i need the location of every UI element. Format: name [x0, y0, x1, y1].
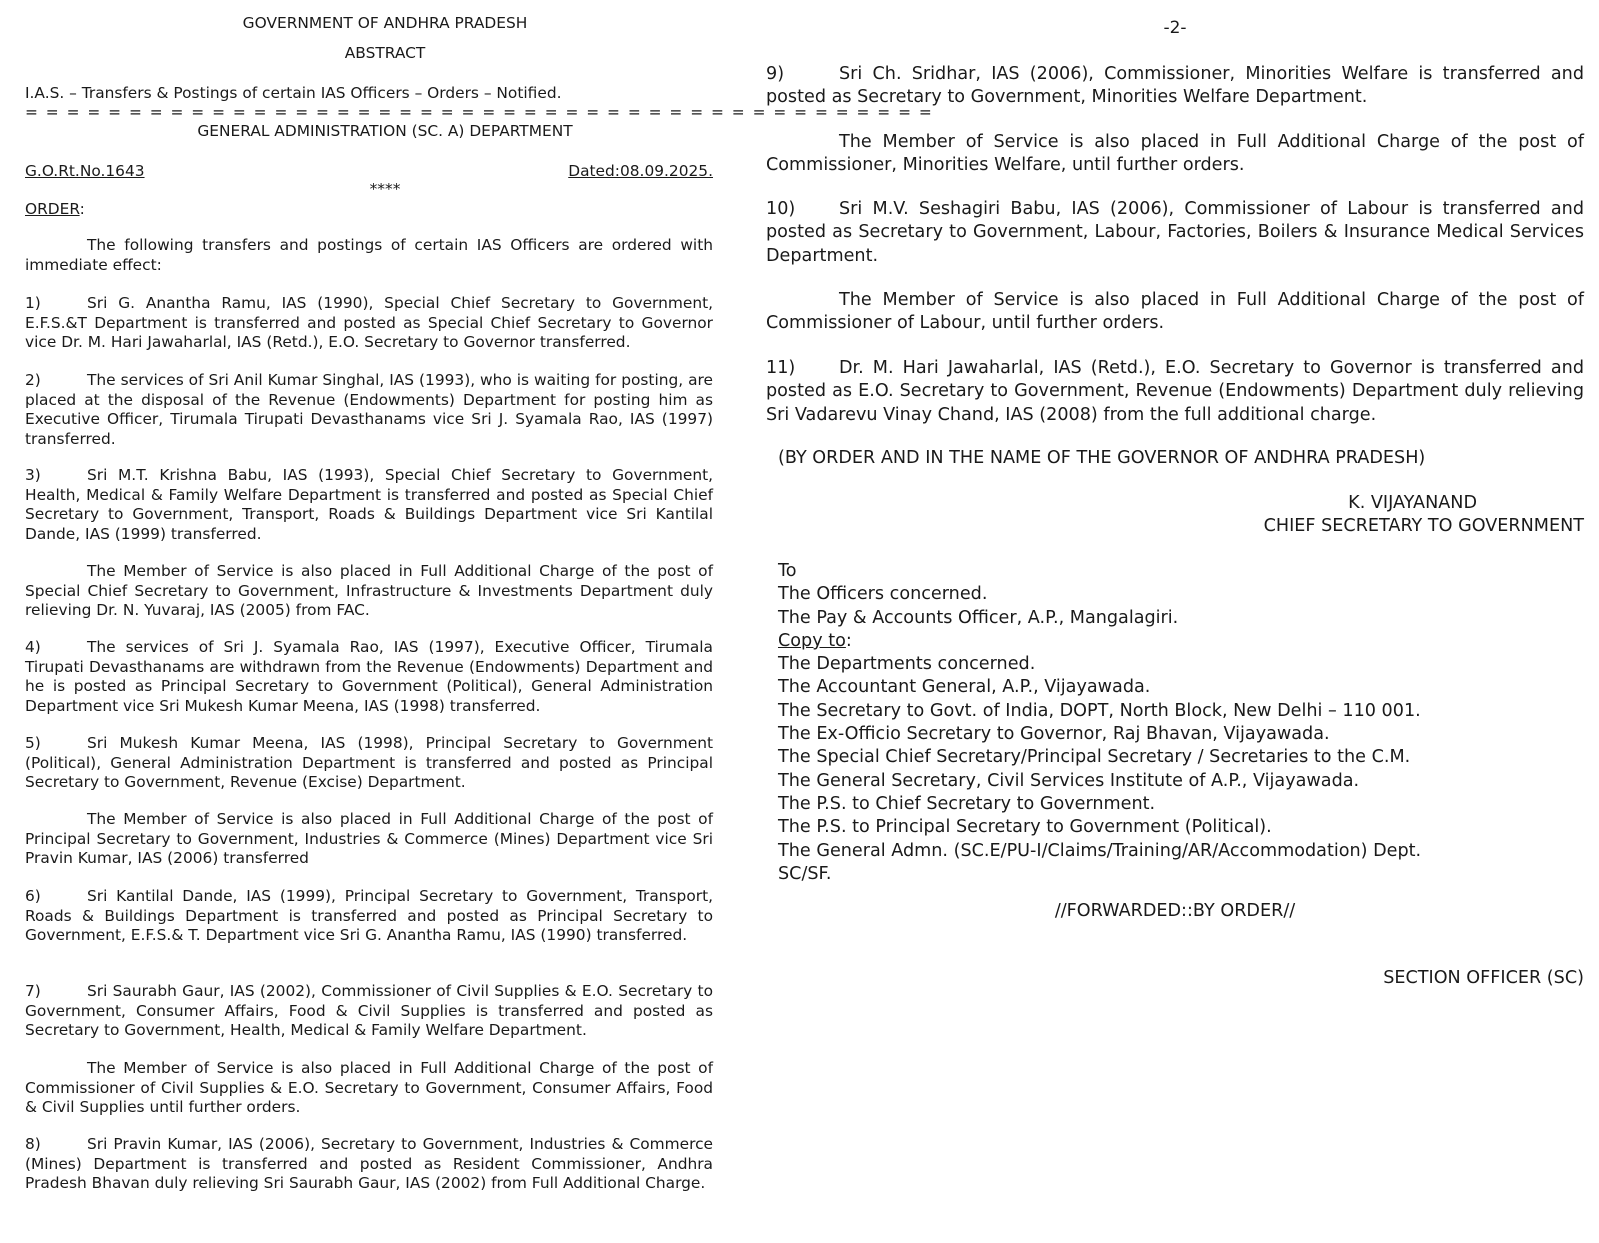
item-number: 6) — [25, 887, 41, 905]
item-text: Sri Mukesh Kumar Meena, IAS (1998), Principal Secretary to Government (Political), General Administration Department is transferred and posted as Principal Secretary to Government, Revenue (Excise) Department. — [25, 734, 713, 792]
order-item-7-fac: The Member of Service is also placed in Full Additional Charge of the post of Commissioner of Civil Supplies & E.O. Secretary to Government, Consumer Affairs, Food & Civil Supplies until further orders. — [25, 1059, 713, 1117]
copy-item: The Special Chief Secretary/Principal Secretary / Secretaries to the C.M. — [778, 747, 1411, 768]
order-item-6 — [25, 887, 713, 946]
order-item-9-fac: The Member of Service is also placed in Full Additional Charge of the post of Commissioner, Minorities Welfare, until further orders. — [766, 132, 1584, 176]
item-number: 9) — [766, 64, 785, 84]
to-item: The Officers concerned. — [778, 584, 988, 605]
section-officer: SECTION OFFICER (SC) — [1383, 968, 1584, 988]
order-item-5 — [25, 734, 713, 793]
copy-item: The Departments concerned. — [778, 654, 1036, 675]
copy-item: The Ex-Officio Secretary to Governor, Raj Bhavan, Vijayawada. — [778, 724, 1330, 745]
order-label — [25, 200, 85, 220]
copy-item: The P.S. to Chief Secretary to Government. — [778, 793, 1156, 814]
forwarded-line: //FORWARDED::BY ORDER// — [1054, 901, 1296, 921]
item-text: Sri M.T. Krishna Babu, IAS (1993), Special Chief Secretary to Government, Health, Medical & Family Welfare Department is transferred and posted as Special Chief Secretary to Government, Transport, Roads & Buildings Department vice Sri Kantilal Dande, IAS (1999) transferred. — [25, 466, 713, 543]
item-text: Sri G. Anantha Ramu, IAS (1990), Special Chief Secretary to Government, E.F.S.&T Department is transferred and posted as Special Chief Secretary to Governor vice Dr. M. Hari Jawaharlal, IAS (Retd.), E.O. Secretary to Governor transferred. — [25, 294, 713, 352]
to-item: The Pay & Accounts Officer, A.P., Mangalagiri. — [778, 607, 1179, 628]
item-text: The services of Sri J. Syamala Rao, IAS (1997), Executive Officer, Tirumala Tirupati Devasthanams are withdrawn from the Revenue (Endowments) Department and he is posted as Principal Secretary to Government (Political), General Administration Department vice Sri Mukesh Kumar Meena, IAS (1998) transferred. — [25, 638, 713, 715]
signatory-name-text: K. VIJAYANAND — [1348, 493, 1477, 513]
order-item-10-fac: The Member of Service is also placed in Full Additional Charge of the post of Commissioner of Labour, until further orders. — [766, 290, 1584, 334]
order-item-1 — [25, 294, 713, 353]
item-number: 10) — [766, 199, 796, 219]
copy-to-label-text: Copy to — [778, 630, 846, 651]
copy-item: SC/SF. — [778, 863, 832, 884]
go-number: G.O.Rt.No.1643 — [25, 162, 145, 180]
copy-item: The General Secretary, Civil Services Institute of A.P., Vijayawada. — [778, 770, 1360, 791]
copy-item: The Secretary to Govt. of India, DOPT, North Block, New Delhi – 110 001. — [778, 700, 1421, 721]
government-header: GOVERNMENT OF ANDHRA PRADESH — [242, 14, 528, 32]
copy-item: The General Admn. (SC.E/PU-I/Claims/Training/AR/Accommodation) Dept. — [778, 840, 1422, 861]
order-item-4 — [25, 638, 713, 716]
abstract-header: ABSTRACT — [344, 44, 426, 62]
item-number: 3) — [25, 466, 41, 484]
signatory-title: CHIEF SECRETARY TO GOVERNMENT — [1263, 516, 1584, 536]
order-item-7 — [25, 982, 713, 1041]
distribution-list — [778, 560, 1421, 886]
order-label-colon: : — [79, 200, 85, 218]
department-header: GENERAL ADMINISTRATION (SC. A) DEPARTMENT — [197, 122, 573, 140]
to-label: To — [778, 561, 797, 581]
order-item-5-fac: The Member of Service is also placed in Full Additional Charge of the post of Principal Secretary to Government, Industries & Commerce (Mines) Department vice Sri Pravin Kumar, IAS (2006) transferred — [25, 810, 713, 868]
item-text: Sri Saurabh Gaur, IAS (2002), Commissioner of Civil Supplies & E.O. Secretary to Government, Consumer Affairs, Food & Civil Supplies is transferred and posted as Secretary to Government, Health, Medical & Family Welfare Department. — [25, 982, 713, 1040]
intro-paragraph: The following transfers and postings of certain IAS Officers are ordered with immediate effect: — [25, 236, 713, 274]
item-number: 4) — [25, 638, 41, 656]
item-number: 11) — [766, 358, 796, 378]
item-text: Sri Ch. Sridhar, IAS (2006), Commissioner, Minorities Welfare is transferred and posted as Secretary to Government, Minorities Welfare Department. — [766, 64, 1584, 108]
order-label-text: ORDER — [25, 200, 80, 218]
item-text: Sri Pravin Kumar, IAS (2006), Secretary to Government, Industries & Commerce (Mines) Department is transferred and posted as Resident Commissioner, Andhra Pradesh Bhavan duly relieving Sri Saurabh Gaur, IAS (2002) from Full Additional Charge. — [25, 1135, 713, 1193]
item-number: 7) — [25, 982, 41, 1000]
by-order-line: (BY ORDER AND IN THE NAME OF THE GOVERNOR OF ANDHRA PRADESH) — [778, 448, 1426, 468]
item-number: 5) — [25, 734, 41, 752]
item-number: 8) — [25, 1135, 41, 1153]
order-item-9 — [766, 63, 1584, 110]
item-number: 1) — [25, 294, 41, 312]
order-item-3 — [25, 466, 713, 544]
copy-to-colon: : — [845, 630, 852, 651]
item-text: Dr. M. Hari Jawaharlal, IAS (Retd.), E.O. Secretary to Governor is transferred and posted as E.O. Secretary to Government, Revenue (Endowments) Department duly relieving Sri Vadarevu Vinay Chand, IAS (2008) from the full additional charge. — [766, 358, 1584, 425]
copy-item: The P.S. to Principal Secretary to Government (Political). — [778, 817, 1272, 838]
stars-divider: **** — [369, 180, 401, 198]
subject-line: I.A.S. – Transfers & Postings of certain IAS Officers – Orders – Notified. — [25, 84, 562, 102]
copy-item: The Accountant General, A.P., Vijayawada. — [778, 677, 1151, 698]
item-text: Sri Kantilal Dande, IAS (1999), Principal Secretary to Government, Transport, Roads & Buildings Department is transferred and posted as Principal Secretary to Government, E.F.S.& T. Department vice Sri G. Anantha Ramu, IAS (1990) transferred. — [25, 887, 713, 945]
page-number: -2- — [1163, 18, 1187, 38]
order-item-10 — [766, 198, 1584, 268]
order-item-2 — [25, 371, 713, 449]
order-item-11 — [766, 357, 1584, 427]
order-item-8 — [25, 1135, 713, 1194]
item-text: The services of Sri Anil Kumar Singhal, IAS (1993), who is waiting for posting, are placed at the disposal of the Revenue (Endowments) Department for posting him as Executive Officer, Tirumala Tirupati Devasthanams vice Sri J. Syamala Rao, IAS (1997) transferred. — [25, 371, 713, 448]
separator-rule: = = = = = = = = = = = = = = = = = = = = = = = = = = = = = = = = = = = = = = = = = = = = — [25, 103, 934, 121]
item-number: 2) — [25, 371, 41, 389]
item-text: Sri M.V. Seshagiri Babu, IAS (2006), Commissioner of Labour is transferred and posted as Secretary to Government, Labour, Factories, Boilers & Insurance Medical Services Department. — [766, 199, 1584, 266]
copy-to-label — [778, 630, 1421, 653]
order-item-3-fac: The Member of Service is also placed in Full Additional Charge of the post of Special Chief Secretary to Government, Infrastructure & Investments Department duly relieving Dr. N. Yuvaraj, IAS (2005) from FAC. — [25, 562, 713, 620]
signatory-name — [1184, 492, 1584, 515]
order-date: Dated:08.09.2025. — [568, 162, 713, 180]
